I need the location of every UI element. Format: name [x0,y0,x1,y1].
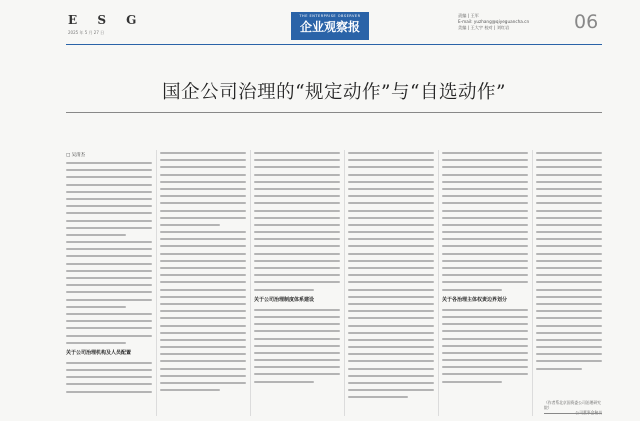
text-line [348,360,434,362]
text-line [348,375,434,377]
text-line [536,253,602,255]
text-line [348,382,434,384]
text-line [254,181,340,183]
text-line [442,274,528,276]
text-line [66,162,152,164]
text-line [348,346,434,348]
author-note [544,400,602,414]
text-line [536,245,602,247]
text-line [536,281,602,283]
text-line [254,267,340,269]
text-line [442,188,528,190]
text-line [348,174,434,176]
text-line [348,202,434,204]
footer-rule [544,413,602,414]
text-line [348,210,434,212]
text-line [160,325,246,327]
text-line [348,368,434,370]
text-line [442,338,528,340]
text-line [348,181,434,183]
contact-editor: 责编 | 王军 [458,13,479,18]
article-column-4 [348,152,434,414]
text-line [442,345,528,347]
text-line [254,166,340,168]
text-line [254,330,340,332]
text-line [348,310,434,312]
text-line [442,352,528,354]
text-line [442,309,528,311]
text-line [536,217,602,219]
text-line [66,320,152,322]
text-line [160,339,246,341]
text-line [348,389,434,391]
text-line [536,195,602,197]
text-line [66,306,126,308]
text-line [442,181,528,183]
text-line [442,359,528,361]
section-brand: E S G [68,13,145,27]
text-line [160,188,246,190]
text-line [348,152,434,154]
text-line [348,159,434,161]
text-line [536,310,602,312]
text-line [348,296,434,298]
contact-design: 美编 | 王大宇 校对 | 刘红岩 [458,25,510,30]
text-line [442,289,502,291]
text-line [348,260,434,262]
banner-title: 企业观察报 [299,20,360,34]
column-divider [156,150,157,416]
text-line [160,210,246,212]
text-line [66,299,152,301]
text-line [442,245,528,247]
text-line [254,345,340,347]
text-line [66,342,126,344]
text-line [536,202,602,204]
text-line [442,195,528,197]
text-line [160,253,246,255]
text-line [66,270,152,272]
text-line [442,238,528,240]
text-line [66,234,126,236]
text-line [66,277,152,279]
text-line [254,202,340,204]
article-column-3 [254,152,340,414]
text-line [348,317,434,319]
subhead-3: 关于各治理主体权责边界划分 [442,296,508,303]
text-line [536,368,582,370]
text-line [536,224,602,226]
text-line [536,339,602,341]
text-line [442,260,528,262]
text-line [536,210,602,212]
text-line [442,330,528,332]
text-line [254,373,340,375]
text-line [66,284,152,286]
text-line [442,381,502,383]
text-line [348,396,408,398]
text-line [348,245,434,247]
text-line [254,217,340,219]
text-line [348,274,434,276]
text-line [66,212,152,214]
text-line [66,248,152,250]
text-line [160,224,220,226]
text-line [254,274,340,276]
text-line [348,289,434,291]
column-divider [344,150,345,416]
column-divider [438,150,439,416]
text-line [66,327,152,329]
text-line [66,313,152,315]
text-line [254,309,340,311]
text-line [66,291,152,293]
text-line [536,274,602,276]
text-line [348,188,434,190]
text-line [536,325,602,327]
article-byline: □ 吴清杰 [66,153,86,158]
text-line [254,253,340,255]
text-line [348,238,434,240]
text-line [160,245,246,247]
article-column-6 [536,152,602,396]
column-divider [250,150,251,416]
text-line [254,281,340,283]
text-line [254,316,340,318]
text-line [160,267,246,269]
text-line [160,317,246,319]
masthead-banner [291,12,369,40]
text-line [66,191,152,193]
subhead-1: 关于公司治理机构及人员配置 [66,349,132,356]
text-line [66,335,152,337]
text-line [66,184,152,186]
text-line [348,267,434,269]
contact-email: E-mail: yuzhang@qiyeguancha.cn [458,19,530,24]
text-line [536,159,602,161]
text-line [254,231,340,233]
text-line [536,296,602,298]
text-line [160,260,246,262]
text-line [160,159,246,161]
text-line [254,195,340,197]
text-line [442,281,528,283]
text-line [536,267,602,269]
text-line [348,231,434,233]
text-line [66,169,152,171]
text-line [254,245,340,247]
text-line [160,296,246,298]
text-line [160,238,246,240]
text-line [254,159,340,161]
text-line [348,224,434,226]
text-line [254,152,340,154]
text-line [160,174,246,176]
text-line [442,323,528,325]
text-line [66,376,152,378]
text-line [442,224,528,226]
author-note-line-1: （作者系北京国资委公司治理研究院） [544,400,601,410]
text-line [348,166,434,168]
text-line [348,217,434,219]
text-line [160,303,246,305]
article-column-5 [442,152,528,414]
text-line [536,152,602,154]
text-line [442,231,528,233]
text-line [254,352,340,354]
text-line [536,260,602,262]
text-line [536,346,602,348]
text-line [348,332,434,334]
text-line [536,303,602,305]
text-line [160,375,246,377]
text-line [254,224,340,226]
text-line [160,217,246,219]
text-line [66,241,152,243]
text-line [66,198,152,200]
text-line [160,289,246,291]
text-line [254,323,340,325]
text-line [536,332,602,334]
text-line [442,267,528,269]
editor-contact [458,13,578,31]
text-line [160,166,246,168]
text-line [66,176,152,178]
text-line [536,353,602,355]
text-line [536,188,602,190]
text-line [254,174,340,176]
text-line [536,166,602,168]
article-column-2 [160,152,246,414]
text-line [160,195,246,197]
text-line [254,238,340,240]
article-headline: 国企公司治理的“规定动作”与“自选动作” [162,82,506,103]
text-line [160,281,246,283]
banner-english: THE ENTERPRISE OBSERVER [299,14,361,18]
text-line [348,353,434,355]
text-line [442,217,528,219]
text-line [66,391,152,393]
text-line [160,389,220,391]
text-line [348,303,434,305]
headline-rule [66,112,602,113]
subhead-2: 关于公司治理制度体系建设 [254,296,315,303]
text-line [160,274,246,276]
page-number: 06 [574,11,599,33]
text-line [348,339,434,341]
text-line [536,360,602,362]
masthead-rule [66,44,602,45]
text-line [160,181,246,183]
text-line [160,231,246,233]
text-line [442,316,528,318]
text-line [442,202,528,204]
issue-date: 2025 年 5 月 27 日 [68,30,105,35]
text-line [536,238,602,240]
text-line [160,368,246,370]
text-line [254,338,340,340]
text-line [536,289,602,291]
text-line [254,260,340,262]
text-line [536,181,602,183]
text-line [254,381,314,383]
column-divider [532,150,533,416]
text-line [442,159,528,161]
text-line [442,174,528,176]
article-column-1 [66,162,152,414]
text-line [442,166,528,168]
text-line [66,263,152,265]
text-line [348,195,434,197]
text-line [160,382,246,384]
text-line [66,383,152,385]
text-line [442,152,528,154]
text-line [348,253,434,255]
text-line [442,366,528,368]
text-line [160,332,246,334]
text-line [66,369,152,371]
text-line [536,174,602,176]
text-line [254,210,340,212]
text-line [160,360,246,362]
text-line [254,188,340,190]
text-line [348,281,434,283]
text-line [442,253,528,255]
text-line [160,202,246,204]
text-line [66,255,152,257]
text-line [536,231,602,233]
text-line [254,289,314,291]
text-line [160,310,246,312]
text-line [66,205,152,207]
text-line [254,359,340,361]
text-line [254,366,340,368]
text-line [66,220,152,222]
text-line [442,210,528,212]
text-line [66,227,152,229]
text-line [536,317,602,319]
text-line [160,152,246,154]
text-line [442,373,528,375]
text-line [66,362,152,364]
text-line [160,353,246,355]
text-line [348,325,434,327]
text-line [160,346,246,348]
